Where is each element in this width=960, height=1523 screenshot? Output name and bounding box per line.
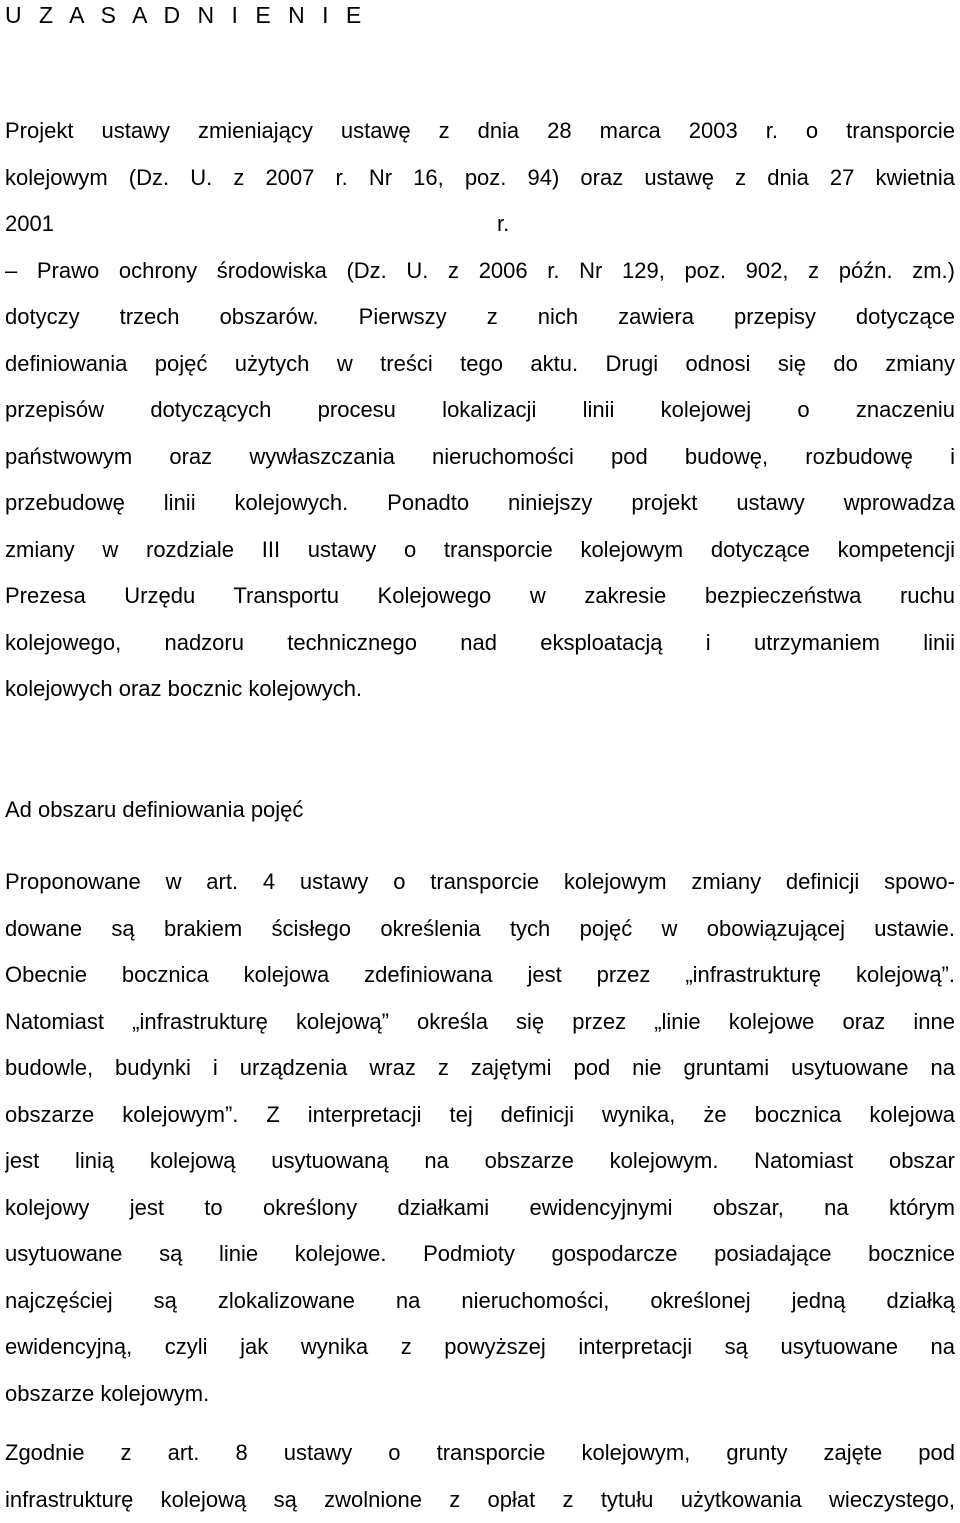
- paragraph-line: Prezesa Urzędu Transportu Kolejowego w zakresie bezpieczeństwa ruchu: [5, 573, 955, 620]
- paragraph-line: 2001 r.: [5, 201, 955, 248]
- paragraph-line: dowane są brakiem ścisłego określenia tych pojęć w obowiązującej ustawie.: [5, 906, 955, 953]
- intro-paragraph: [5, 108, 955, 713]
- paragraph-line: najczęściej są zlokalizowane na nieruchomości, określonej jedną działką: [5, 1278, 955, 1325]
- paragraph-line: ewidencyjną, czyli jak wynika z powyższej interpretacji są usytuowane na: [5, 1324, 955, 1371]
- paragraph-line: – Prawo ochrony środowiska (Dz. U. z 2006 r. Nr 129, poz. 902, z późn. zm.): [5, 248, 955, 295]
- paragraph-line: Zgodnie z art. 8 ustawy o transporcie kolejowym, grunty zajęte pod: [5, 1430, 955, 1477]
- paragraph-line: kolejowy jest to określony działkami ewidencyjnymi obszar, na którym: [5, 1185, 955, 1232]
- section-paragraph: [5, 859, 955, 1417]
- paragraph-line: Obecnie bocznica kolejowa zdefiniowana jest przez „infrastrukturę kolejową”.: [5, 952, 955, 999]
- paragraph-line: przepisów dotyczących procesu lokalizacji linii kolejowej o znaczeniu: [5, 387, 955, 434]
- paragraph-line: kolejowych oraz bocznic kolejowych.: [5, 666, 955, 713]
- paragraph-line: obszarze kolejowym.: [5, 1371, 955, 1418]
- paragraph-line: państwowym oraz wywłaszczania nieruchomości pod budowę, rozbudowę i: [5, 434, 955, 481]
- paragraph-line: budowle, budynki i urządzenia wraz z zajętymi pod nie gruntami usytuowane na: [5, 1045, 955, 1092]
- document-title: U Z A S A D N I E N I E: [5, 0, 367, 30]
- final-paragraph: [5, 1430, 955, 1523]
- paragraph-line: infrastrukturę kolejową są zwolnione z opłat z tytułu użytkowania wieczystego,: [5, 1477, 955, 1523]
- paragraph-line: Projekt ustawy zmieniający ustawę z dnia 28 marca 2003 r. o transporcie: [5, 108, 955, 155]
- paragraph-line: obszarze kolejowym”. Z interpretacji tej definicji wynika, że bocznica kolejowa: [5, 1092, 955, 1139]
- paragraph-line: Natomiast „infrastrukturę kolejową” określa się przez „linie kolejowe oraz inne: [5, 999, 955, 1046]
- paragraph-line: kolejowego, nadzoru technicznego nad eksploatacją i utrzymaniem linii: [5, 620, 955, 667]
- paragraph-line: kolejowym (Dz. U. z 2007 r. Nr 16, poz. 94) oraz ustawę z dnia 27 kwietnia: [5, 155, 955, 202]
- paragraph-line: Proponowane w art. 4 ustawy o transporcie kolejowym zmiany definicji spowo-: [5, 859, 955, 906]
- paragraph-line: jest linią kolejową usytuowaną na obszarze kolejowym. Natomiast obszar: [5, 1138, 955, 1185]
- paragraph-line: zmiany w rozdziale III ustawy o transporcie kolejowym dotyczące kompetencji: [5, 527, 955, 574]
- paragraph-line: definiowania pojęć użytych w treści tego aktu. Drugi odnosi się do zmiany: [5, 341, 955, 388]
- paragraph-line: dotyczy trzech obszarów. Pierwszy z nich zawiera przepisy dotyczące: [5, 294, 955, 341]
- paragraph-line: przebudowę linii kolejowych. Ponadto niniejszy projekt ustawy wprowadza: [5, 480, 955, 527]
- section-heading: Ad obszaru definiowania pojęć: [5, 795, 303, 825]
- paragraph-line: usytuowane są linie kolejowe. Podmioty gospodarcze posiadające bocznice: [5, 1231, 955, 1278]
